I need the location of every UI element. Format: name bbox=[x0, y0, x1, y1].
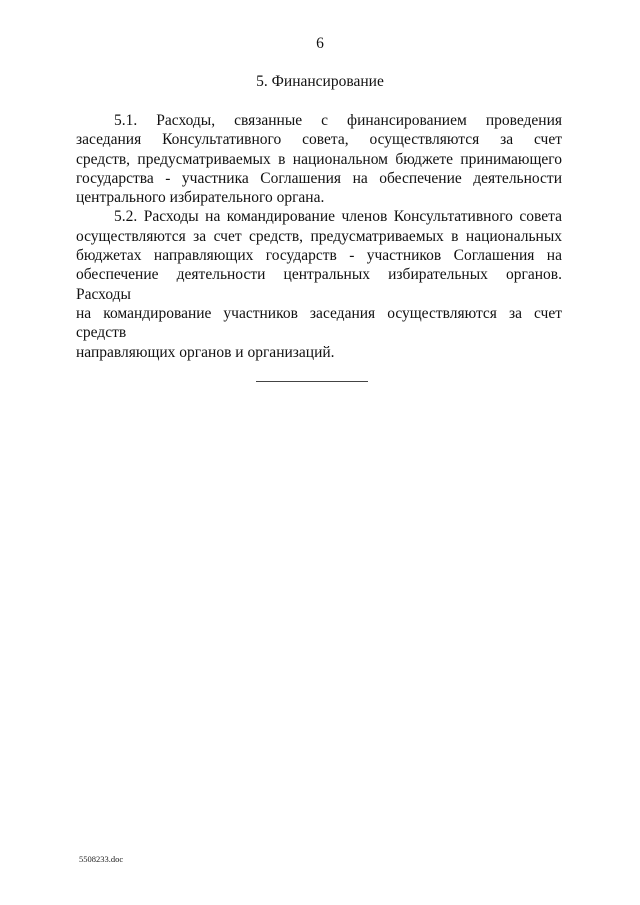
paragraph-line: бюджетах направляющих государств - участников Соглашения на bbox=[76, 247, 562, 265]
paragraph-line: осуществляются за счет средств, предусматриваемых в национальных bbox=[76, 227, 562, 245]
paragraph-line: на командирование участников заседания осуществляются за счет средств bbox=[76, 304, 562, 342]
paragraph-line: заседания Консультативного совета, осуществляются за счет bbox=[76, 131, 562, 149]
paragraph-5-1 bbox=[76, 111, 562, 207]
document-body bbox=[76, 111, 562, 362]
paragraph-line: 5.1. Расходы, связанные с финансированием проведения bbox=[114, 112, 562, 129]
paragraph-line: 5.2. Расходы на командирование членов Консультативного совета bbox=[114, 208, 562, 226]
paragraph-line: направляющих органов и организаций. bbox=[76, 343, 335, 361]
paragraph-line: средств, предусматриваемых в национальном бюджете принимающего bbox=[76, 150, 562, 168]
paragraph-line: обеспечение деятельности центральных избирательных органов. Расходы bbox=[76, 266, 562, 303]
page-number: 6 bbox=[316, 35, 324, 52]
footer-file-name: 5508233.doc bbox=[79, 854, 124, 864]
paragraph-5-2 bbox=[76, 207, 562, 361]
paragraph-line: центрального избирательного органа. bbox=[76, 189, 325, 207]
end-separator-line bbox=[256, 381, 368, 382]
section-title: 5. Финансирование bbox=[256, 73, 384, 90]
paragraph-line: государства - участника Соглашения на обеспечение деятельности bbox=[76, 169, 562, 187]
